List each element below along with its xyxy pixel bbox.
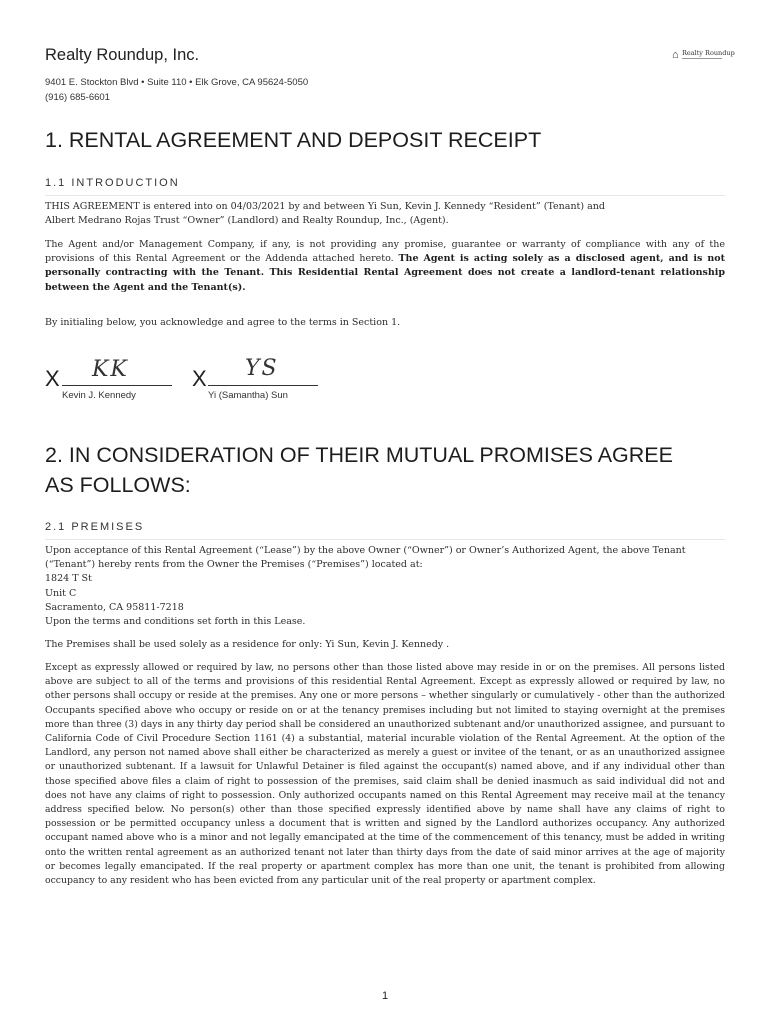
initial-prompt: By initialing below, you acknowledge and agree to the terms in Section 1. — [45, 317, 401, 328]
signature-line — [208, 385, 318, 386]
occupancy-paragraph: Except as expressly allowed or required by law, no persons other than those listed above may reside in or on the premises. All persons listed above are subject to all of the terms and provisions of this residential Rental Agreement. Except as expressly allowed or required by law, no other persons shall occupy or reside at the premises. Any one or more persons – whether singularly or cumulatively - other than the authorized Occupants specified above who occupy or reside on or at the tenancy premises including but not limited to staying overnight at the premises more than three (3) days in any thirty day period shall be considered an unauthorized subtenant and/or unauthorized assignee, and pursuant to California Code of Civil Procedure Section 1161 (4) a substantial, material incurable violation of the Rental Agreement. At the option of the Landlord, any person not named above shall either be characterized as merely a guest or invitee of the tenant, or as an unauthorized assignee or unauthorized subtenant. If a lawsuit for Unlawful Detainer is filed against the occupant(s) named above, and if any individual other than those specified above files a claim of right to possession of the premises, said claim shall be denied inasmuch as said individual did not and does not have any claims of right to possession. Only authorized occupants named on this Rental Agreement may receive mail at the tenancy address specified below. No person(s) other than those specified expressly identified above by name shall have any claims of right to possession or be permitted occupancy unless a document that is written and signed by the Landlord authorizes occupancy. Any authorized occupant named above who is a minor and not legally emancipated at the time of the commencement of this tenancy, must be added in writing onto the written rental agreement as an authorized tenant not later than thirty days from the date of said minor arrives at the age of majority or becomes legally emancipated. If the real property or apartment complex has more than one unit, the tenant is prohibited from allowing occupancy to any resident who has been evicted from any particular unit of the real property or apartment complex. — [45, 662, 725, 887]
intro-line: Albert Medrano Rojas Trust “Owner” (Landlord) and Realty Roundup, Inc., (Agent). — [45, 215, 449, 227]
section-divider — [45, 195, 725, 196]
premises-line: (“Tenant”) hereby rents from the Owner the Premises (“Premises”) located at: — [45, 559, 423, 571]
signer-name: Kevin J. Kennedy — [62, 390, 136, 401]
premises-address-city: Sacramento, CA 95811-7218 — [45, 601, 184, 613]
intro-paragraph — [45, 200, 725, 228]
intro-line: THIS AGREEMENT is entered into on 04/03/2021 by and between Yi Sun, Kevin J. Kennedy “Resident” (Tenant) and — [45, 201, 605, 212]
premises-paragraph — [45, 544, 725, 629]
section-2-1-subtitle: 2.1 PREMISES — [45, 521, 145, 533]
section-divider — [45, 539, 725, 540]
premises-address-street: 1824 T St — [45, 573, 92, 585]
section-1-title: 1. RENTAL AGREEMENT AND DEPOSIT RECEIPT — [45, 128, 542, 152]
section-2-title-line: AS FOLLOWS: — [45, 473, 191, 497]
company-phone: (916) 685-6601 — [45, 92, 110, 103]
premises-line: Upon acceptance of this Rental Agreement (“Lease”) by the above Owner (“Owner”) or Owner’s Authorized Agent, the above Tenant — [45, 545, 686, 556]
agent-disclaimer-paragraph — [45, 238, 725, 295]
company-address: 9401 E. Stockton Blvd • Suite 110 • Elk Grove, CA 95624-5050 — [45, 77, 309, 88]
signature-x-mark: X — [45, 366, 60, 391]
company-logo — [672, 48, 735, 64]
signature-line — [62, 385, 172, 386]
premises-terms: Upon the terms and conditions set forth in this Lease. — [45, 616, 306, 628]
logo-underline — [682, 58, 722, 59]
section-2-title — [45, 441, 673, 499]
page-number: 1 — [381, 990, 389, 1002]
initials-signature: KK — [92, 357, 129, 382]
logo-text: Realty Roundup — [682, 49, 735, 57]
section-1-1-subtitle: 1.1 INTRODUCTION — [45, 177, 180, 189]
residence-line: The Premises shall be used solely as a residence for only: Yi Sun, Kevin J. Kennedy . — [45, 639, 450, 650]
company-name: Realty Roundup, Inc. — [45, 46, 200, 64]
section-2-title-line: 2. IN CONSIDERATION OF THEIR MUTUAL PROMISES AGREE — [45, 443, 673, 467]
agent-disclaimer-text: The Agent and/or Management Company, if any, is not providing any promise, guarantee or warranty of compliance with any of the provisions of this Rental Agreement or the Addenda attached hereto. — [45, 239, 725, 265]
signer-name: Yi (Samantha) Sun — [208, 390, 288, 401]
premises-address-unit: Unit C — [45, 587, 77, 599]
agent-disclaimer-bold: The Agent is acting solely as a disclosed agent, and is not personally contracting with the Tenant. This Residential Rental Agreement does not create a landlord-tenant relationship between the Agent and the Tenant(s). — [45, 253, 725, 293]
initials-signature: YS — [245, 356, 279, 381]
signature-x-mark: X — [192, 366, 207, 391]
house-icon: ⌂ — [672, 49, 679, 61]
